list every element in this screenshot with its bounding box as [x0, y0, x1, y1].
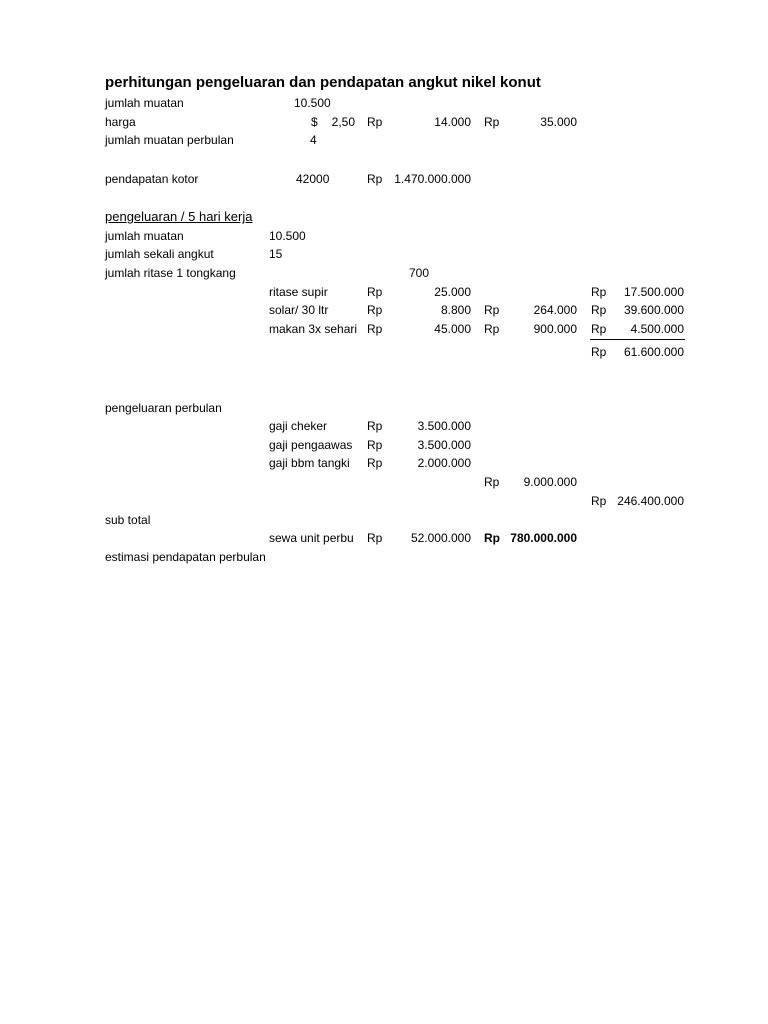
- expense-5day-heading: pengeluaran / 5 hari kerja: [105, 209, 253, 224]
- monthly-item-rp: Rp: [367, 438, 383, 452]
- monthly-item-value: 3.500.000: [417, 438, 471, 452]
- expense-item-rp: Rp: [367, 303, 383, 317]
- monthly-sum-rp: Rp: [484, 475, 500, 489]
- expense-item-total-rp: Rp: [591, 285, 607, 299]
- pendapatan-kotor-rp: Rp: [367, 172, 383, 186]
- sewa-rp-2: Rp: [484, 531, 500, 545]
- expense-item-label: ritase supir: [269, 285, 328, 299]
- expense-item-rp: Rp: [367, 285, 383, 299]
- harga-dollar-sign: $: [311, 115, 318, 129]
- sewa-rp-1: Rp: [367, 531, 383, 545]
- sekali-angkut-value: 15: [269, 247, 283, 261]
- jumlah-muatan-value: 10.500: [294, 96, 331, 110]
- harga-rp-2: Rp: [484, 115, 500, 129]
- sewa-label: sewa unit perbu: [269, 531, 354, 545]
- expense-item-total-value: 17.500.000: [623, 285, 684, 299]
- harga-rp-1-value: 14.000: [434, 115, 471, 129]
- sewa-value-1: 52.000.000: [410, 531, 471, 545]
- expense-item-mid-value: 264.000: [533, 303, 577, 317]
- ritase-tongkang-label: jumlah ritase 1 tongkang: [105, 266, 236, 280]
- monthly-item-label: gaji bbm tangki: [269, 456, 350, 470]
- expense-item-unit-value: 8.800: [440, 303, 471, 317]
- monthly-item-label: gaji pengaawas: [269, 438, 353, 452]
- ritase-tongkang-value: 700: [409, 266, 430, 280]
- sekali-angkut-label: jumlah sekali angkut: [105, 247, 214, 261]
- sewa-value-2: 780.000.000: [510, 531, 577, 545]
- jumlah-muatan-label: jumlah muatan: [105, 96, 184, 110]
- muatan-perbulan-value: 4: [310, 133, 317, 147]
- grand-total-value: 246.400.000: [617, 494, 684, 508]
- grand-total-rp: Rp: [591, 494, 607, 508]
- expense-item-rp: Rp: [367, 322, 383, 336]
- expense-item-mid-value: 900.000: [533, 322, 577, 336]
- monthly-item-value: 3.500.000: [417, 419, 471, 433]
- expense-item-mid-rp: Rp: [484, 303, 500, 317]
- expense-item-label: solar/ 30 ltr: [269, 303, 329, 317]
- e5-jumlah-muatan-label: jumlah muatan: [105, 229, 184, 243]
- estimasi-label: estimasi pendapatan perbulan: [105, 550, 266, 564]
- monthly-item-label: gaji cheker: [269, 419, 328, 433]
- monthly-item-value: 2.000.000: [417, 456, 471, 470]
- expense-item-unit-value: 25.000: [434, 285, 471, 299]
- monthly-expense-heading: pengeluaran perbulan: [105, 401, 222, 415]
- harga-rp-1: Rp: [367, 115, 383, 129]
- harga-rp-2-value: 35.000: [540, 115, 577, 129]
- expense-item-total-rp: Rp: [591, 303, 607, 317]
- e5-jumlah-muatan-value: 10.500: [269, 229, 306, 243]
- sum-underline: [590, 339, 685, 340]
- monthly-sum-value: 9.000.000: [523, 475, 577, 489]
- expense-item-total-value: 4.500.000: [630, 322, 684, 336]
- expense-item-label: makan 3x sehari: [269, 322, 358, 336]
- expense-5day-total-rp: Rp: [591, 345, 607, 359]
- expense-item-total-rp: Rp: [591, 322, 607, 336]
- page-title: perhitungan pengeluaran dan pendapatan angkut nikel konut: [105, 74, 541, 91]
- expense-5day-total-value: 61.600.000: [623, 345, 684, 359]
- subtotal-label: sub total: [105, 513, 151, 527]
- harga-dollar-value: 2,50: [331, 115, 355, 129]
- harga-label: harga: [105, 115, 136, 129]
- expense-item-total-value: 39.600.000: [623, 303, 684, 317]
- pendapatan-kotor-qty: 42000: [296, 172, 330, 186]
- monthly-item-rp: Rp: [367, 419, 383, 433]
- muatan-perbulan-label: jumlah muatan perbulan: [105, 133, 234, 147]
- expense-item-mid-rp: Rp: [484, 322, 500, 336]
- pendapatan-kotor-label: pendapatan kotor: [105, 172, 199, 186]
- pendapatan-kotor-value: 1.470.000.000: [394, 172, 471, 186]
- monthly-item-rp: Rp: [367, 456, 383, 470]
- expense-item-unit-value: 45.000: [434, 322, 471, 336]
